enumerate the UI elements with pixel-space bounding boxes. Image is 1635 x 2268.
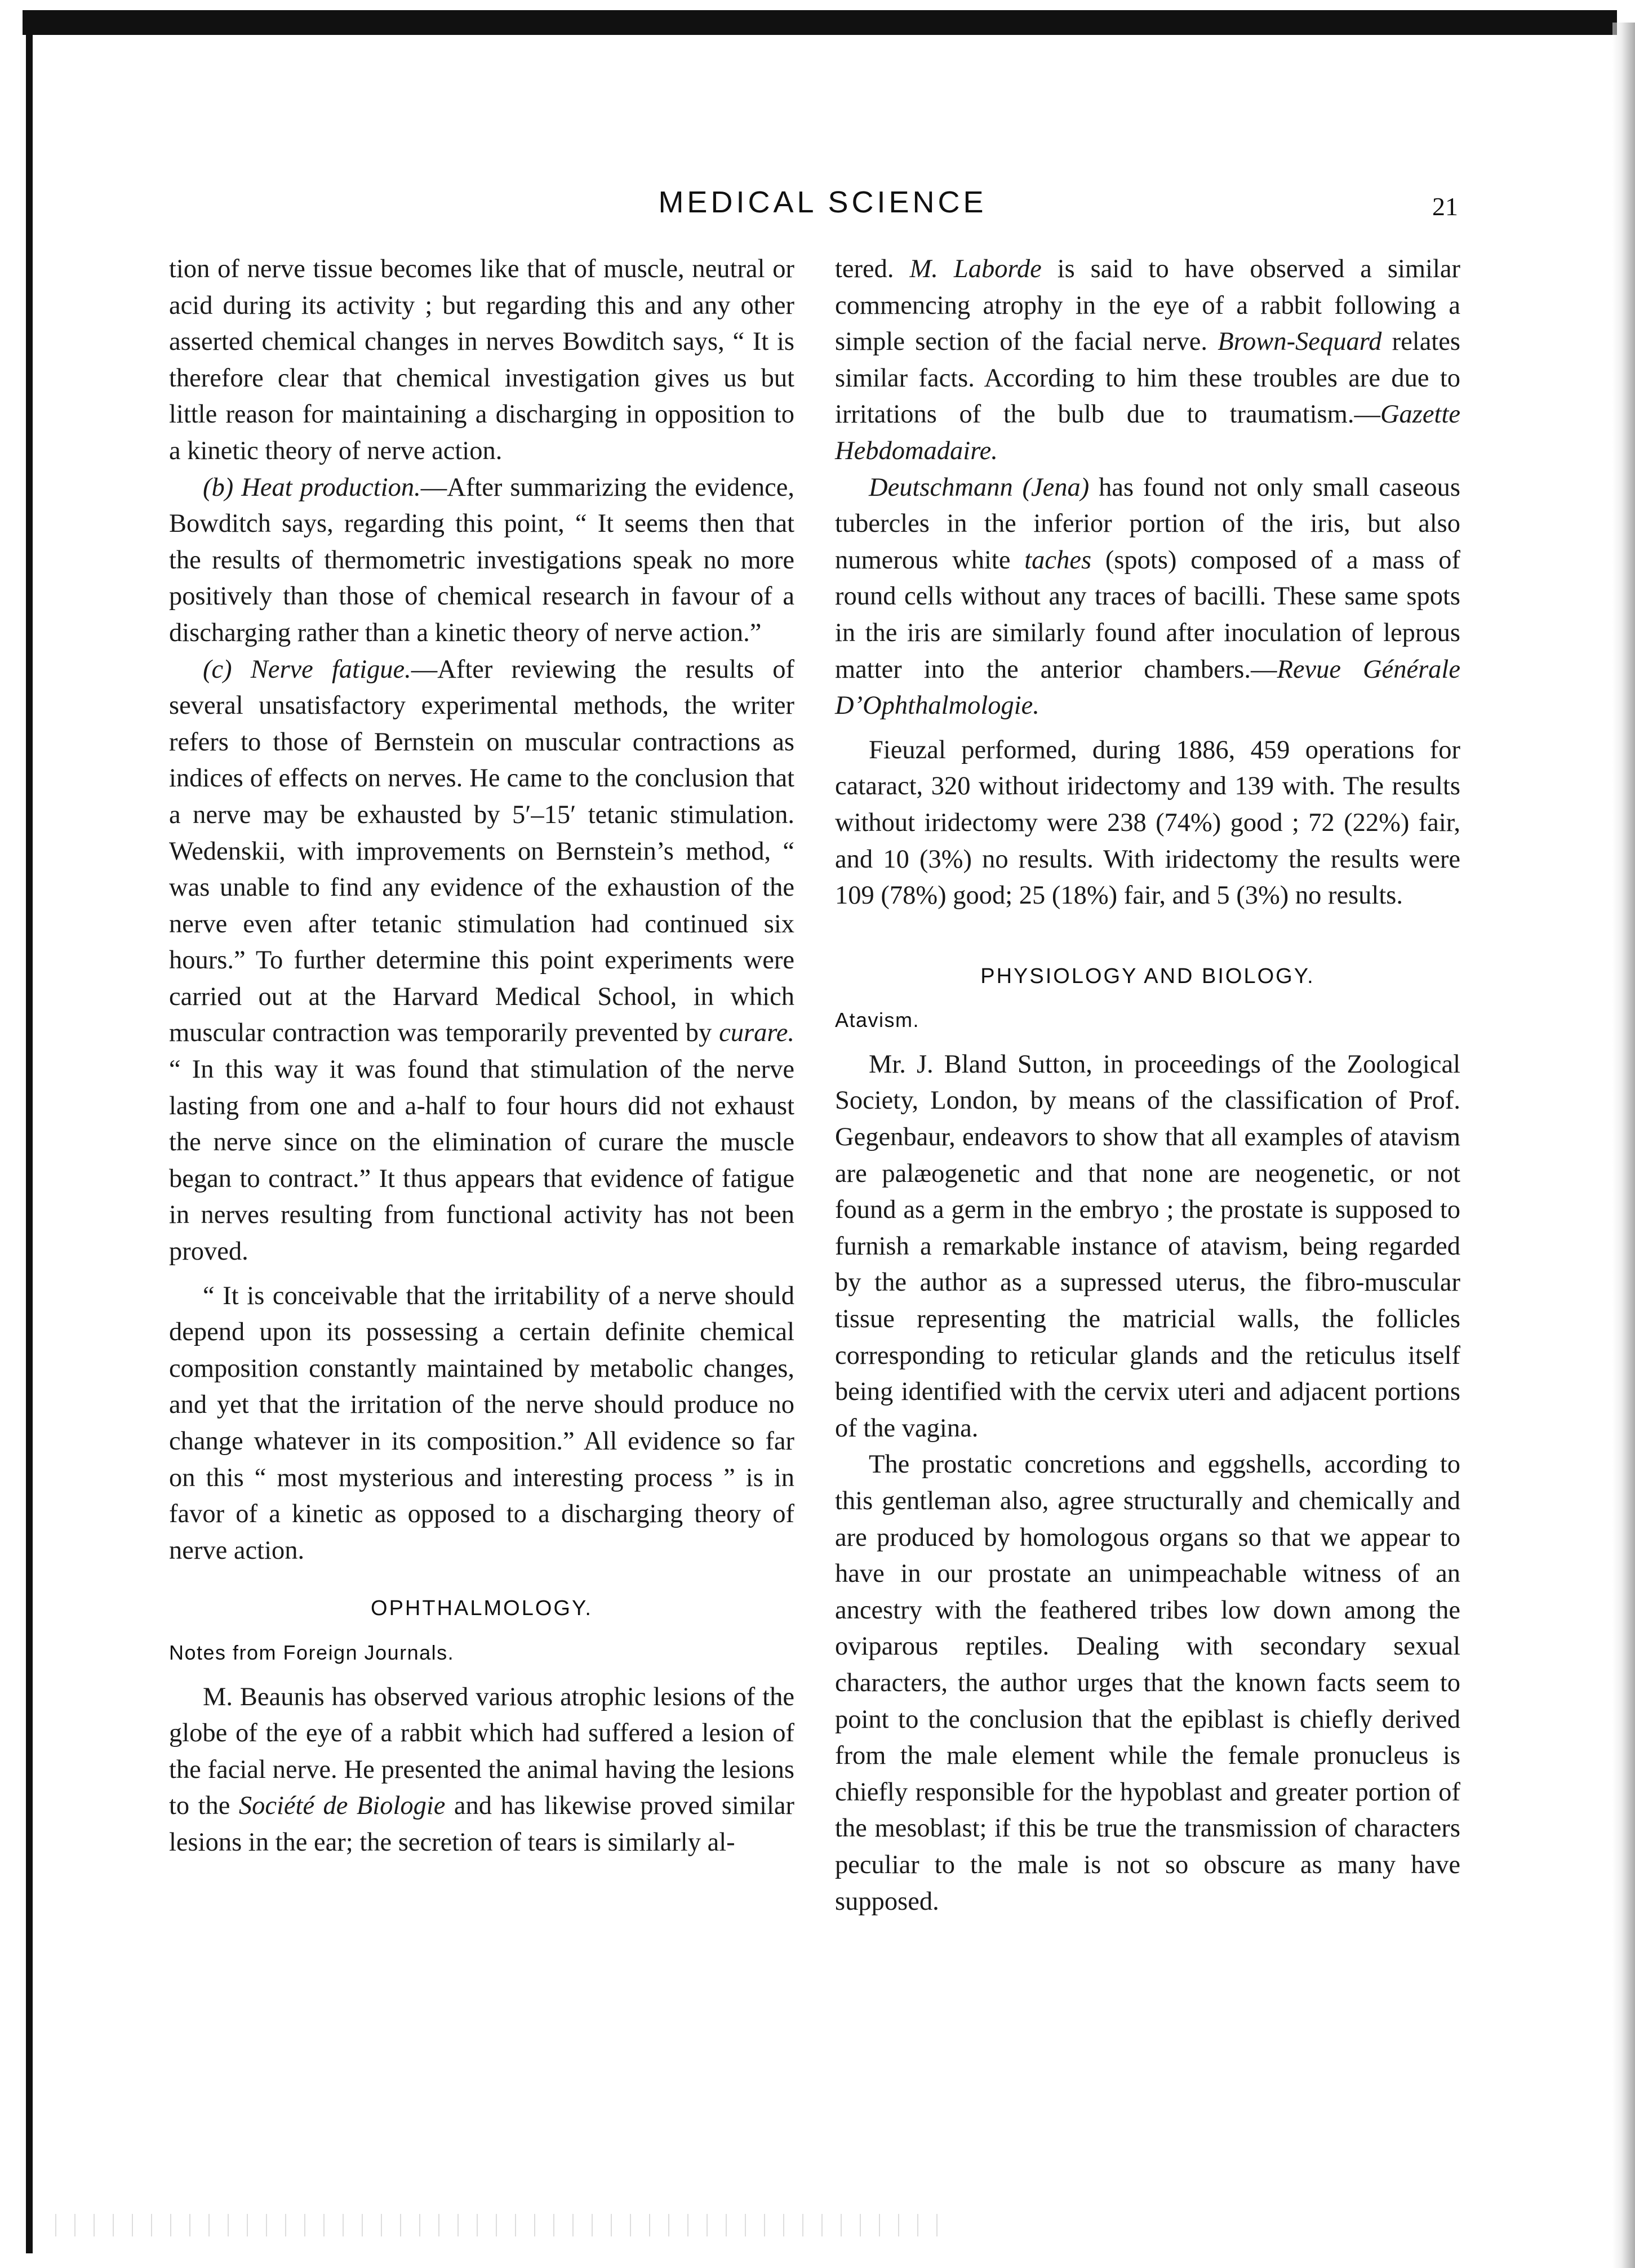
- right-column: [835, 251, 1460, 1920]
- deutschmann-text-b: (spots) composed of a mass of round cells without any traces of bacilli. These same spots in the iris are similarly found after inoculation of leprous matter into the anterior chambers.—: [835, 545, 1460, 684]
- heat-production-label: (b) Heat production.: [203, 473, 421, 502]
- section-heading-physiology: PHYSIOLOGY AND BIOLOGY.: [980, 964, 1315, 988]
- section-heading-ophthalmology: OPHTHALMOLOGY.: [371, 1597, 593, 1621]
- laborde-name: M. Laborde: [909, 255, 1042, 283]
- societe-de-biologie: Société de Biologie: [238, 1791, 446, 1821]
- paragraph-deutschmann: [835, 470, 1460, 724]
- left-column: [169, 251, 794, 1861]
- paragraph-irritability-quote: “ It is conceivable that the irritability of a nerve should depend upon its possessing a certain definite chemical composition constantly maintained by metabolic changes, and yet that the irritation of the nerve should produce no change whatever in its composition.” All evidence so far on this “ most mysterious and interesting process ” is in favor of a kinetic as opposed to a discharging theory of nerve action.: [169, 1281, 794, 1565]
- paragraph-nerve-fatigue: [169, 652, 794, 1270]
- subheading-atavism: Atavism.: [835, 1008, 920, 1032]
- laborde-text-c: relates similar facts. According to him these troubles are due to irritations of the bulb due to traumatism.—: [835, 327, 1460, 429]
- nerve-fatigue-label: (c) Nerve fatigue.: [203, 655, 411, 684]
- laborde-text-b: is said to have observed a similar commencing atrophy in the eye of a rabbit following a simple section of the facial nerve.: [835, 255, 1461, 357]
- deutschmann-text-a: has found not only small caseous tubercles in the inferior portion of the iris, but also numerous white: [835, 473, 1460, 575]
- spacer: [835, 994, 1460, 1002]
- spacer: [169, 1671, 794, 1679]
- beaunis-text-b: and has likewise proved similar lesions in the ear; the secretion of tears is similarly al-: [169, 1791, 794, 1857]
- top-border-rule: [23, 10, 1617, 35]
- gazette-hebdomadaire: Gazette Hebdomadaire.: [835, 400, 1460, 465]
- spacer: [835, 724, 1460, 732]
- running-title: MEDICAL SCIENCE: [658, 185, 987, 219]
- scan-noise-strip: [45, 2214, 947, 2236]
- left-border-rule: [26, 23, 33, 2253]
- spacer: [169, 1627, 794, 1635]
- curare-term: curare.: [719, 1019, 794, 1048]
- paragraph-laborde: [835, 251, 1460, 470]
- right-page-edge-shadow: [1612, 23, 1635, 2268]
- subheading-foreign-journals: Notes from Foreign Journals.: [169, 1640, 455, 1664]
- deutschmann-name: Deutschmann (Jena): [869, 473, 1090, 502]
- paragraph-chemical-changes: tion of nerve tissue becomes like that of muscle, neutral or acid during its activity ; but regarding this and any other asserted chemical changes in nerves Bowditch says, “ It is therefore clear that chemical investigation gives us but little reason for maintaining a discharging in opposition to a kinetic theory of nerve action.: [169, 255, 794, 465]
- spacer: [835, 1039, 1460, 1047]
- beaunis-text-a: M. Beaunis has observed various atrophic lesions of the globe of the eye of a rabbit which had suffered a lesion of the facial nerve. He presented the animal having the lesions to the: [169, 1682, 794, 1821]
- heat-production-text: —After summarizing the evidence, Bowditch says, regarding this point, “ It seems then that the results of thermometric investigations speak no more positively than those of chemical research in favour of a discharging rather than a kinetic theory of nerve action.”: [169, 473, 794, 647]
- paragraph-fieuzal: Fieuzal performed, during 1886, 459 operations for cataract, 320 without iridectomy and 139 with. The results without iridectomy were 238 (74%) good ; 72 (22%) fair, and 10 (3%) no results. With iridectomy the results were 109 (78%) good; 25 (18%) fair, and 5 (3%) no results.: [835, 735, 1460, 910]
- paragraph-prostatic-concretions: The prostatic concretions and eggshells, according to this gentleman also, agree structurally and chemically and are produced by homologous organs so that we appear to have in our prostate an unimpeachable witness of an ancestry with the feathered tribes low down among the oviparous reptiles. Dealing with secondary sexual characters, the author urges that the known facts seem to point to the conclusion that the epiblast is chiefly derived from the male element while the female pronucleus is chiefly responsible for the hypoblast and greater portion of the mesoblast; if this be true the transmission of characters peculiar to the male is not so obscure as many have supposed.: [835, 1450, 1460, 1916]
- brown-sequard-name: Brown-Sequard: [1218, 327, 1382, 357]
- paragraph-bland-sutton: Mr. J. Bland Sutton, in proceedings of the Zoological Society, London, by means of the classification of Prof. Gegenbaur, endeavors to show that all examples of atavism are palæogenetic and that none are neogenetic, or not found as a germ in the embryo ; the prostate is supposed to furnish a remarkable instance of atavism, being regarded by the author as a supressed uterus, the fibro-muscular tissue representing the matricial walls, the follicles corresponding to reticular glands and the reticulus itself being identified with the cervix uteri and adjacent portions of the vagina.: [835, 1049, 1460, 1443]
- taches-term: taches: [1024, 545, 1092, 575]
- page-number: 21: [1432, 192, 1458, 221]
- nerve-fatigue-text-b: “ In this way it was found that stimulation of the nerve lasting from one and a-half to four hours did not exhaust the nerve since on the elimination of curare the muscle began to contract.” It thus appears that evidence of fatigue in nerves resulting from functional activity has not been proved.: [169, 1055, 794, 1266]
- laborde-text-a: tered.: [835, 255, 910, 283]
- revue-generale: Revue Générale D’Ophthalmologie.: [835, 655, 1460, 721]
- spacer: [835, 914, 1460, 958]
- paragraph-heat-production: [169, 470, 794, 652]
- paragraph-beaunis: [169, 1679, 794, 1861]
- nerve-fatigue-text-a: —After reviewing the results of several unsatisfactory experimental methods, the writer refers to those of Bernstein on muscular contractions as indices of effects on nerves. He came to the conclusion that a nerve may be exhausted by 5′–15′ tetanic stimulation. Wedenskii, with improvements on Bernstein’s method, “ was unable to find any evidence of the exhaustion of the nerve even after tetanic stimulation had continued six hours.” To further determine this point experiments were carried out at the Harvard Medical School, in which muscular contraction was temporarily prevented by: [169, 655, 794, 1048]
- spacer: [169, 1569, 794, 1590]
- spacer: [169, 1270, 794, 1278]
